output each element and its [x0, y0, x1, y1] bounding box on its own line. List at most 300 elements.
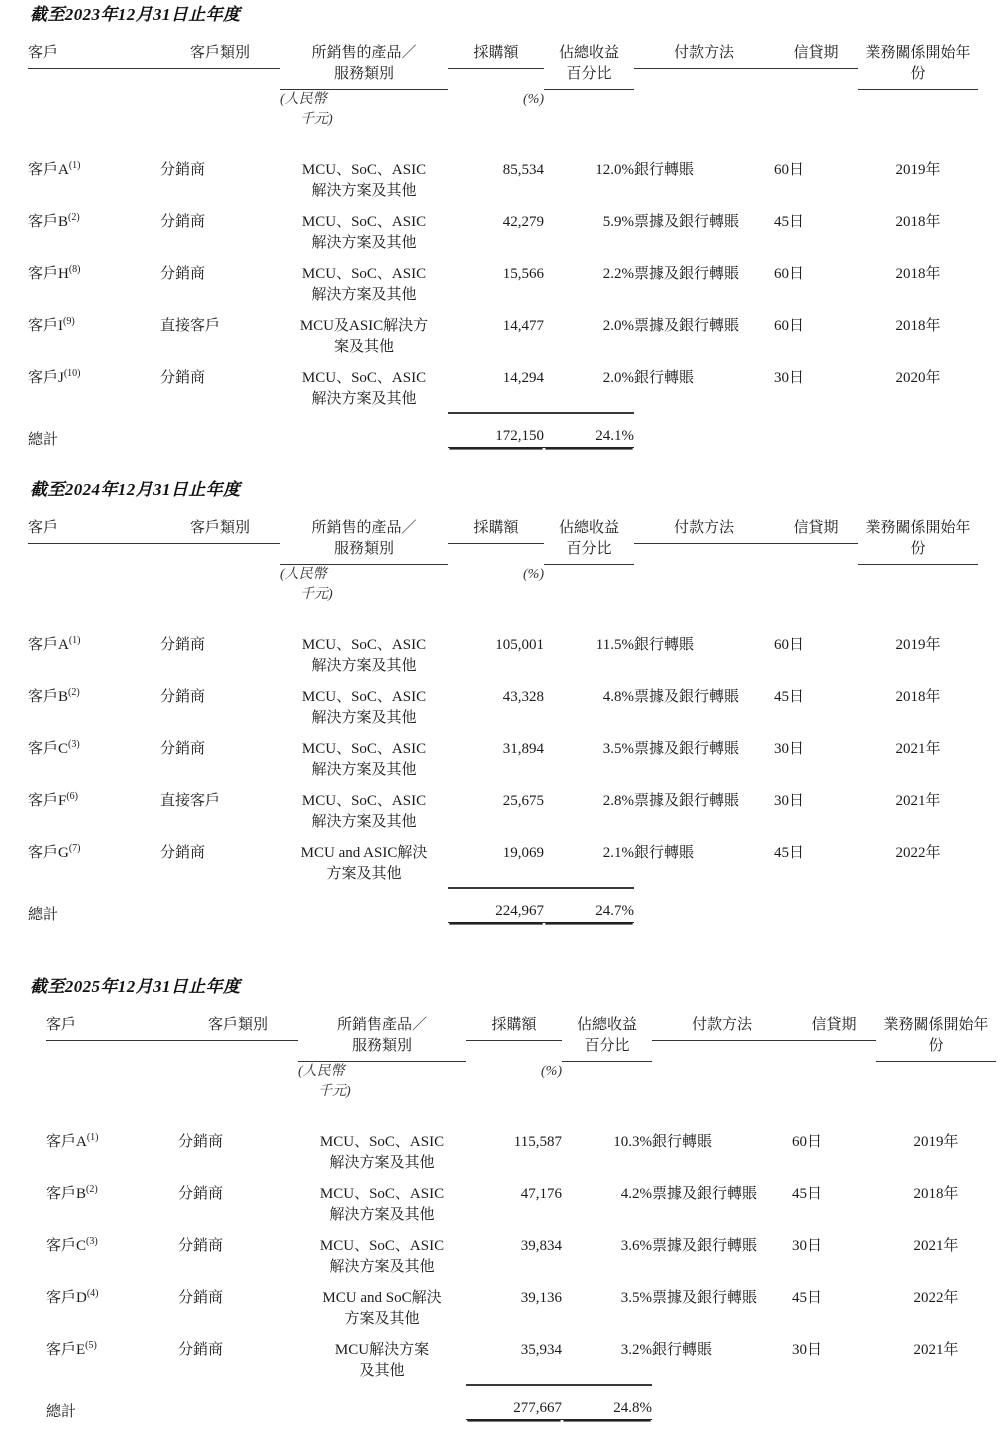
product-line-2: 解決方案及其他 [329, 1155, 435, 1171]
total-blank [858, 428, 978, 449]
units-row [28, 565, 978, 605]
header-start-year-text [876, 1015, 996, 1062]
header-product-line-1: 所銷售產品／ [336, 1017, 427, 1033]
unit-blank [634, 90, 774, 130]
rule-blank [28, 887, 160, 903]
unit-blank [562, 1062, 652, 1102]
header-customer-type [160, 518, 280, 565]
unit-blank [774, 565, 858, 605]
cell-amount: 39,136 [520, 1290, 562, 1306]
header-customer-type-line-1: 客戶類別 [189, 520, 250, 536]
cell-credit-period: 30日 [774, 370, 805, 386]
header-customer-type [178, 1015, 298, 1062]
section-title: 截至2024年12月31日止年度 [30, 480, 241, 499]
rule-blank [280, 887, 448, 903]
unit-currency-line-2: 千元) [318, 1084, 351, 1099]
header-payment-line-1: 付款方法 [673, 520, 734, 536]
cell-credit-period: 60日 [774, 318, 805, 334]
cell-customer-type: 分銷商 [160, 370, 206, 386]
subtotal-rule [448, 887, 544, 903]
cell-payment: 票據及銀行轉賬 [634, 689, 740, 705]
product-line-1: MCU、SoC、ASIC [301, 162, 427, 178]
cell-customer [46, 1280, 178, 1332]
product-line-1: MCU、SoC、ASIC [319, 1186, 445, 1202]
cell-product-category [280, 152, 448, 204]
total-amount: 224,967 [448, 903, 544, 923]
customer-name: 客戶F [28, 793, 67, 809]
header-credit [774, 43, 858, 90]
subtotal-rule [544, 887, 634, 903]
cell-payment: 票據及銀行轉賬 [652, 1238, 758, 1254]
product-line-1: MCU及ASIC解決方 [299, 318, 429, 334]
customer-footnote-ref: (10) [63, 368, 81, 379]
header-row [28, 43, 978, 90]
table-row [28, 731, 978, 783]
cell-credit-period: 60日 [774, 266, 805, 282]
cell-customer-type: 分銷商 [160, 266, 206, 282]
table-row [46, 1228, 996, 1280]
rule-blank [774, 412, 858, 428]
spacer-cell [46, 1102, 178, 1124]
rule-blank [652, 1384, 792, 1400]
cell-start-year: 2022年 [913, 1290, 959, 1306]
header-payment-line-1: 付款方法 [691, 1017, 752, 1033]
subtotal-rule-row [28, 887, 978, 903]
total-blank [160, 428, 280, 449]
cell-payment: 銀行轉賬 [652, 1342, 713, 1358]
subtotal-rule-row [46, 1384, 996, 1400]
total-blank [774, 903, 858, 924]
header-amount-line-1: 採購額 [491, 1017, 537, 1033]
cell-payment: 銀行轉賬 [652, 1134, 713, 1150]
cell-payment: 票據及銀行轉賬 [634, 793, 740, 809]
total-label: 總計 [46, 1404, 77, 1420]
customer-footnote-ref: (1) [68, 635, 81, 646]
rule-blank [178, 1384, 298, 1400]
unit-currency [280, 90, 448, 130]
cell-start-year: 2020年 [895, 370, 941, 386]
subtotal-rule [544, 412, 634, 428]
customer-name: 客戶G [28, 845, 69, 861]
rule-line [562, 1384, 652, 1386]
header-payment-text [634, 518, 774, 544]
table-body [46, 1102, 996, 1421]
table-body [28, 605, 978, 924]
cell-product-category [280, 835, 448, 887]
customer-name: 客戶C [46, 1238, 87, 1254]
cell-percent: 2.8% [602, 793, 634, 809]
spacer-cell [634, 130, 774, 152]
cell-percent: 4.2% [620, 1186, 652, 1202]
total-amount-cell [448, 428, 544, 449]
cell-customer [46, 1228, 178, 1280]
total-row [46, 1400, 996, 1421]
cell-start-year: 2018年 [895, 266, 941, 282]
total-blank [298, 1400, 466, 1421]
section-title: 截至2025年12月31日止年度 [30, 977, 241, 996]
header-credit [792, 1015, 876, 1062]
header-credit-line-1: 信貸期 [793, 520, 839, 536]
customer-footnote-ref: (2) [68, 687, 80, 698]
total-percent: 24.1% [544, 428, 634, 448]
header-amount [466, 1015, 562, 1062]
customer-footnote-ref: (2) [86, 1184, 98, 1195]
header-customer-type-text [160, 518, 280, 544]
customer-name: 客戶B [46, 1186, 87, 1202]
cell-start-year: 2018年 [895, 214, 941, 230]
total-blank [280, 428, 448, 449]
cell-product-category [298, 1176, 466, 1228]
product-line-2: 方案及其他 [326, 866, 402, 882]
header-amount [448, 518, 544, 565]
cell-customer-type: 分銷商 [178, 1186, 224, 1202]
header-start-year [876, 1015, 996, 1062]
header-start-year-line-1: 業務關係開始年 [865, 520, 971, 536]
rule-blank [634, 412, 774, 428]
cell-customer-type: 分銷商 [160, 637, 206, 653]
customer-name: 客戶C [28, 741, 69, 757]
product-line-1: MCU、SoC、ASIC [301, 370, 427, 386]
cell-credit-period: 30日 [792, 1342, 823, 1358]
header-amount-text [448, 518, 544, 544]
cell-product-category [280, 360, 448, 412]
cell-customer [28, 679, 160, 731]
spacer-row [28, 605, 978, 627]
customer-table-3 [46, 1015, 996, 1421]
header-product-line-1: 所銷售的產品／ [311, 520, 417, 536]
cell-product-category [280, 204, 448, 256]
header-customer-line-1: 客戶 [28, 520, 59, 536]
rule-blank [858, 887, 978, 903]
header-amount-text [448, 43, 544, 69]
customer-name: 客戶H [28, 266, 69, 282]
header-customer-type [160, 43, 280, 90]
header-payment [652, 1015, 792, 1062]
product-line-2: 案及其他 [333, 339, 394, 355]
spacer-cell [544, 605, 634, 627]
header-customer-type-line-1: 客戶類別 [189, 45, 250, 61]
unit-blank [28, 90, 160, 130]
product-line-1: MCU、SoC、ASIC [319, 1238, 445, 1254]
section-gap [0, 924, 1000, 972]
cell-product-category [280, 783, 448, 835]
product-line-2: 解決方案及其他 [311, 235, 417, 251]
header-customer-type-text [178, 1015, 298, 1041]
cell-customer-type: 分銷商 [160, 741, 206, 757]
rule-blank [858, 412, 978, 428]
cell-payment: 票據及銀行轉賬 [634, 318, 740, 334]
header-payment [634, 518, 774, 565]
cell-payment: 票據及銀行轉賬 [634, 266, 740, 282]
table-row [46, 1124, 996, 1176]
customer-footnote-ref: (3) [86, 1236, 98, 1247]
total-blank [634, 428, 774, 449]
header-credit-text [774, 43, 858, 69]
header-payment-text [634, 43, 774, 69]
cell-product-category [298, 1228, 466, 1280]
header-payment-line-1: 付款方法 [673, 45, 734, 61]
header-row [28, 518, 978, 565]
rule-line [448, 887, 544, 889]
cell-customer-type: 分銷商 [178, 1134, 224, 1150]
unit-currency-line-1: (人民幣 [280, 567, 327, 582]
cell-customer [28, 204, 160, 256]
cell-amount: 47,176 [520, 1186, 562, 1202]
cell-product-category [280, 627, 448, 679]
customer-footnote-ref: (4) [86, 1288, 99, 1299]
header-percent [562, 1015, 652, 1062]
table-row [28, 679, 978, 731]
cell-product-category [280, 308, 448, 360]
header-percent-line-1: 佔總收益 [558, 520, 619, 536]
spacer-cell [280, 130, 448, 152]
cell-product-category [280, 679, 448, 731]
cell-start-year: 2018年 [895, 689, 941, 705]
cell-customer-type: 分銷商 [160, 845, 206, 861]
rule-line [448, 412, 544, 414]
customer-table-2 [28, 518, 978, 924]
header-payment [634, 43, 774, 90]
total-blank [634, 903, 774, 924]
cell-amount: 35,934 [520, 1342, 562, 1358]
cell-payment: 銀行轉賬 [634, 637, 695, 653]
cell-credit-period: 60日 [774, 637, 805, 653]
cell-customer-type: 分銷商 [160, 162, 206, 178]
total-blank [876, 1400, 996, 1421]
spacer-cell [876, 1102, 996, 1124]
cell-customer [28, 256, 160, 308]
header-payment-text [652, 1015, 792, 1041]
header-credit-line-1: 信貸期 [811, 1017, 857, 1033]
product-line-2: 解決方案及其他 [311, 391, 417, 407]
header-customer [28, 43, 160, 90]
total-amount: 172,150 [448, 428, 544, 448]
product-line-2: 解決方案及其他 [311, 814, 417, 830]
cell-percent: 3.2% [620, 1342, 652, 1358]
fiscal-year-section-3 [0, 972, 1000, 1447]
product-line-2: 解決方案及其他 [329, 1207, 435, 1223]
spacer-cell [562, 1102, 652, 1124]
product-line-2: 解決方案及其他 [311, 710, 417, 726]
cell-start-year: 2021年 [895, 741, 941, 757]
cell-percent: 2.0% [602, 318, 634, 334]
cell-credit-period: 60日 [792, 1134, 823, 1150]
cell-percent: 2.2% [602, 266, 634, 282]
cell-amount: 105,001 [495, 637, 544, 653]
spacer-cell [652, 1102, 792, 1124]
unit-blank [792, 1062, 876, 1102]
table-row [46, 1280, 996, 1332]
cell-amount: 25,675 [502, 793, 544, 809]
cell-amount: 39,834 [520, 1238, 562, 1254]
header-product-line-1: 所銷售的產品／ [311, 45, 417, 61]
product-line-1: MCU、SoC、ASIC [301, 637, 427, 653]
cell-start-year: 2021年 [913, 1342, 959, 1358]
unit-blank [544, 565, 634, 605]
rule-blank [774, 887, 858, 903]
units-row [28, 90, 978, 130]
cell-start-year: 2021年 [895, 793, 941, 809]
cell-credit-period: 30日 [774, 793, 805, 809]
cell-start-year: 2019年 [895, 637, 941, 653]
total-amount: 277,667 [466, 1400, 562, 1420]
spacer-cell [28, 130, 160, 152]
total-row [28, 428, 978, 449]
rule-line [466, 1384, 562, 1386]
cell-customer-type: 分銷商 [178, 1342, 224, 1358]
unit-currency-line-2: 千元) [300, 587, 333, 602]
total-blank [652, 1400, 792, 1421]
cell-amount: 14,294 [502, 370, 544, 386]
header-customer-line-1: 客戶 [28, 45, 59, 61]
customer-name: 客戶B [28, 689, 69, 705]
customer-footnote-ref: (5) [85, 1340, 97, 1351]
header-product [280, 43, 448, 90]
product-line-1: MCU、SoC、ASIC [301, 793, 427, 809]
rule-line [544, 412, 634, 414]
cell-payment: 票據及銀行轉賬 [652, 1290, 758, 1306]
customer-name: 客戶A [28, 162, 69, 178]
spacer-cell [858, 605, 978, 627]
cell-percent: 2.1% [602, 845, 634, 861]
customer-name: 客戶D [46, 1290, 87, 1306]
cell-customer-type: 直接客戶 [160, 793, 221, 809]
unit-blank [774, 90, 858, 130]
cell-credit-period: 45日 [774, 214, 805, 230]
table-row [28, 204, 978, 256]
unit-blank [876, 1062, 996, 1102]
product-line-1: MCU、SoC、ASIC [301, 266, 427, 282]
cell-customer [46, 1124, 178, 1176]
spacer-row [28, 130, 978, 152]
total-label: 總計 [28, 907, 59, 923]
cell-customer-type: 分銷商 [178, 1290, 224, 1306]
customer-name: 客戶A [46, 1134, 87, 1150]
spacer-cell [634, 605, 774, 627]
unit-blank [858, 565, 978, 605]
header-customer [28, 518, 160, 565]
header-credit [774, 518, 858, 565]
table-row [28, 627, 978, 679]
product-line-2: 及其他 [359, 1363, 405, 1379]
table-header [28, 518, 978, 605]
table-row [28, 783, 978, 835]
header-row [46, 1015, 996, 1062]
total-blank [178, 1400, 298, 1421]
header-percent-line-1: 佔總收益 [576, 1017, 637, 1033]
unit-percent: (%) [541, 1064, 562, 1079]
rule-blank [280, 412, 448, 428]
cell-percent: 4.8% [602, 689, 634, 705]
customer-footnote-ref: (8) [68, 264, 81, 275]
header-product-line-2: 服務類別 [333, 66, 394, 82]
header-customer-text [28, 518, 160, 544]
cell-credit-period: 45日 [792, 1186, 823, 1202]
header-customer-type-line-1: 客戶類別 [207, 1017, 268, 1033]
header-amount-text [466, 1015, 562, 1041]
cell-percent: 3.5% [620, 1290, 652, 1306]
spacer-cell [160, 130, 280, 152]
cell-start-year: 2021年 [913, 1238, 959, 1254]
product-line-1: MCU、SoC、ASIC [301, 689, 427, 705]
spacer-cell [774, 130, 858, 152]
customer-footnote-ref: (7) [68, 843, 81, 854]
rule-blank [792, 1384, 876, 1400]
unit-blank [634, 565, 774, 605]
unit-blank [46, 1062, 178, 1102]
total-blank [858, 903, 978, 924]
unit-currency-line-1: (人民幣 [280, 92, 327, 107]
header-percent-text [544, 518, 634, 565]
cell-start-year: 2018年 [913, 1186, 959, 1202]
header-start-year-line-1: 業務關係開始年 [865, 45, 971, 61]
spacer-cell [160, 605, 280, 627]
total-blank [774, 428, 858, 449]
rule-blank [876, 1384, 996, 1400]
cell-customer-type: 直接客戶 [160, 318, 221, 334]
cell-percent: 12.0% [595, 162, 634, 178]
cell-start-year: 2018年 [895, 318, 941, 334]
header-customer-text [46, 1015, 178, 1041]
table-row [28, 256, 978, 308]
product-line-1: MCU and SoC解決 [322, 1290, 442, 1306]
header-product-text [280, 43, 448, 90]
cell-amount: 14,477 [502, 318, 544, 334]
cell-payment: 銀行轉賬 [634, 370, 695, 386]
customer-footnote-ref: (1) [68, 160, 81, 171]
cell-product-category [298, 1124, 466, 1176]
header-percent [544, 518, 634, 565]
cell-customer [28, 308, 160, 360]
header-credit-line-1: 信貸期 [793, 45, 839, 61]
units-row [46, 1062, 996, 1102]
product-line-2: 方案及其他 [344, 1311, 420, 1327]
spacer-cell [544, 130, 634, 152]
unit-blank [178, 1062, 298, 1102]
table-row [46, 1176, 996, 1228]
cell-start-year: 2022年 [895, 845, 941, 861]
cell-amount: 85,534 [502, 162, 544, 178]
product-line-2: 解決方案及其他 [311, 287, 417, 303]
header-amount-line-1: 採購額 [473, 45, 519, 61]
customer-table-1 [28, 43, 978, 449]
header-percent-line-2: 百分比 [584, 1038, 630, 1054]
table-row [28, 360, 978, 412]
product-line-2: 解決方案及其他 [329, 1259, 435, 1275]
unit-currency [298, 1062, 466, 1102]
cell-start-year: 2019年 [913, 1134, 959, 1150]
header-start-year-line-2: 份 [910, 541, 926, 557]
cell-amount: 115,587 [513, 1134, 562, 1150]
header-credit-text [792, 1015, 876, 1041]
section-gap [0, 1421, 1000, 1447]
spacer-cell [774, 605, 858, 627]
header-customer [46, 1015, 178, 1062]
cell-start-year: 2019年 [895, 162, 941, 178]
table-row [28, 152, 978, 204]
product-line-1: MCU解決方案 [334, 1342, 430, 1358]
cell-customer [28, 360, 160, 412]
cell-payment: 票據及銀行轉賬 [634, 214, 740, 230]
total-label: 總計 [28, 432, 59, 448]
customer-name: 客戶I [28, 318, 63, 334]
cell-product-category [280, 731, 448, 783]
rule-blank [160, 412, 280, 428]
product-line-1: MCU、SoC、ASIC [301, 214, 427, 230]
header-product [298, 1015, 466, 1062]
cell-payment: 票據及銀行轉賬 [652, 1186, 758, 1202]
spacer-cell [792, 1102, 876, 1124]
